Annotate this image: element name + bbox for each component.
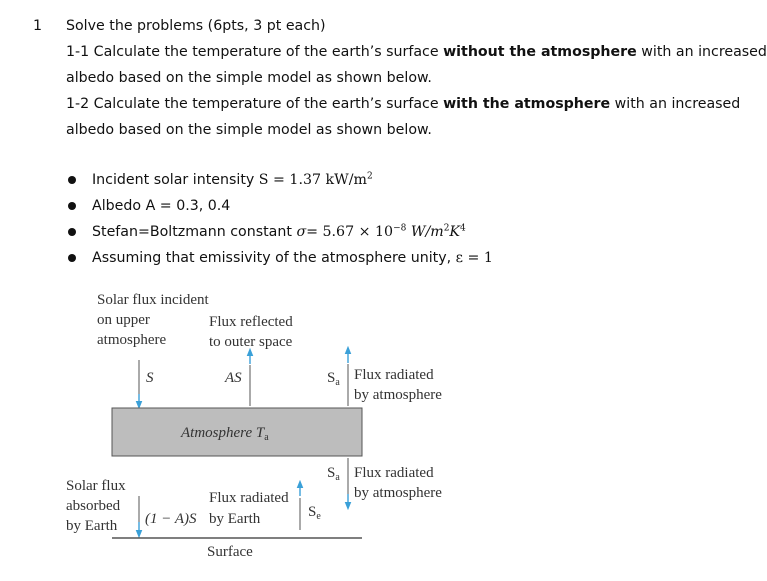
bullet-albedo-text: Albedo A = 0.3, 0.4: [92, 198, 231, 214]
bullet-stefan-unit2: K: [449, 224, 461, 240]
problem-1-2-suffix: with an increased: [610, 96, 741, 112]
bullet-solar-intensity-text: Incident solar intensity: [92, 172, 259, 188]
problem-1-1-continuation: albedo based on the simple model as shown below.: [66, 70, 432, 86]
problem-1-1-prefix: 1-1 Calculate the temperature of the earth’s surface: [66, 44, 444, 60]
problem-1-2-prefix: 1-2 Calculate the temperature of the earth’s surface: [66, 96, 444, 112]
bullet-stefan-unit-exp1: 2: [443, 223, 450, 234]
label-sa-bottom: $S_a$: [327, 465, 340, 483]
surface-label: Surface: [207, 544, 253, 560]
solar-flux-absorbed-2: absorbed: [66, 498, 121, 514]
solar-flux-incident-label-3: atmosphere: [97, 332, 167, 348]
flux-reflected-label-2: to outer space: [209, 334, 293, 350]
flux-radiated-earth-1: Flux radiated: [209, 490, 289, 506]
bullet-emissivity-text: Assuming that emissivity of the atmosphere unity,: [92, 250, 456, 266]
problem-1-2-continuation: albedo based on the simple model as shown below.: [66, 122, 432, 138]
bullet-stefan-unit: W/m: [406, 224, 444, 240]
flux-radiated-atm-top-2: by atmosphere: [354, 387, 442, 403]
problem-1-2-bold: with the atmosphere: [443, 96, 611, 112]
solar-flux-absorbed-3: by Earth: [66, 518, 118, 534]
solar-flux-incident-label-1: Solar flux incident: [97, 292, 209, 308]
bullet-stefan-sigma: σ=: [296, 224, 319, 240]
label-sa-top: $S_a$: [327, 370, 340, 388]
flux-reflected-label-1: Flux reflected: [209, 314, 293, 330]
problem-1-1-bold: without the atmosphere: [443, 44, 637, 60]
bullet-solar-intensity-sup: 2: [366, 171, 373, 182]
bullet-stefan-unit-exp2: 4: [460, 223, 466, 234]
label-as: AS: [225, 370, 242, 386]
question-heading: Solve the problems (6pts, 3 pt each): [66, 18, 326, 34]
label-se: $S_e$: [308, 504, 321, 522]
problem-1-1-suffix: with an increased: [636, 44, 767, 60]
solar-flux-absorbed-1: Solar flux: [66, 478, 126, 494]
flux-radiated-earth-2: by Earth: [209, 511, 261, 527]
bullet-stefan-exp: −8: [393, 223, 407, 234]
flux-radiated-atm-top-1: Flux radiated: [354, 367, 434, 383]
label-s: S: [146, 370, 154, 386]
bullet-stefan-value: 5.67 × 10: [318, 224, 394, 240]
bullet-stefan-text: Stefan=Boltzmann constant: [92, 224, 297, 240]
label-1-minus-a-s: (1 − A)S: [145, 511, 197, 527]
question-number: 1: [33, 18, 43, 34]
atmosphere-label: Atmosphere $T_a$: [181, 425, 269, 443]
bullet-emissivity-math: ε = 1: [455, 250, 493, 266]
flux-radiated-atm-bottom-1: Flux radiated: [354, 465, 434, 481]
bullet-solar-intensity-math: S = 1.37 kW/m: [258, 172, 367, 188]
solar-flux-incident-label-2: on upper: [97, 312, 150, 328]
flux-radiated-atm-bottom-2: by atmosphere: [354, 485, 442, 501]
